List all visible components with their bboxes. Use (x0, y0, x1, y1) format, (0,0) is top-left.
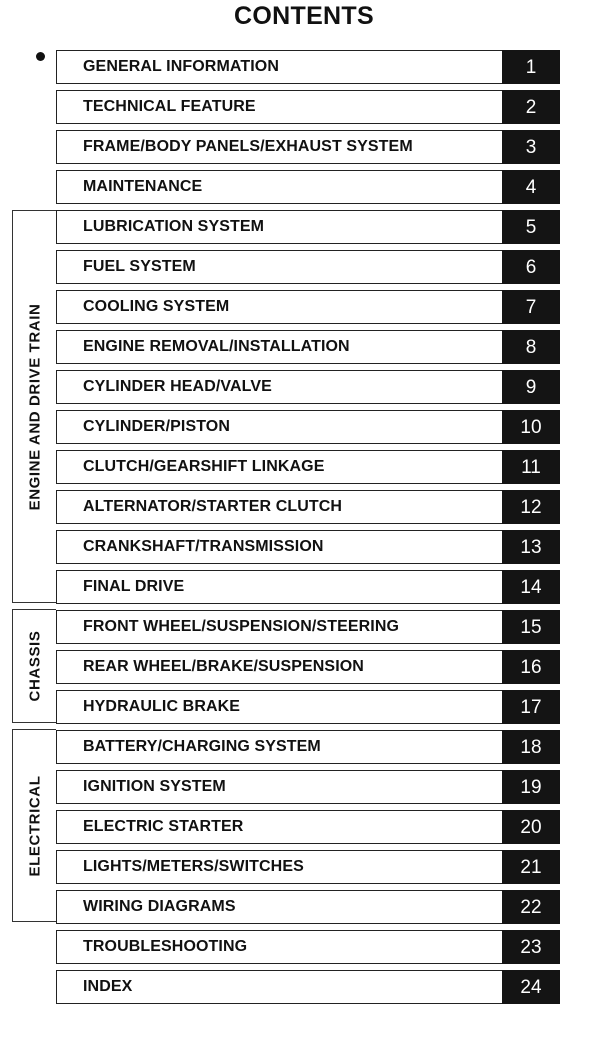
chapter-number-tab: 20 (502, 810, 560, 844)
chapter-row[interactable] (56, 650, 560, 684)
chapter-row[interactable] (56, 410, 560, 444)
chapter-title: ELECTRIC STARTER (83, 818, 244, 835)
chapter-title: HYDRAULIC BRAKE (83, 698, 241, 715)
chapter-title: COOLING SYSTEM (83, 298, 230, 315)
chapter-row[interactable] (56, 250, 560, 284)
chapter-title: ALTERNATOR/STARTER CLUTCH (83, 498, 343, 515)
chapter-title: ENGINE REMOVAL/INSTALLATION (83, 338, 350, 355)
chapter-title: IGNITION SYSTEM (83, 778, 226, 795)
chapter-number-tab: 17 (502, 690, 560, 724)
chapter-title: GENERAL INFORMATION (83, 58, 279, 75)
chapter-title: WIRING DIAGRAMS (83, 898, 236, 915)
chapter-row[interactable] (56, 490, 560, 524)
chapter-row[interactable] (56, 730, 560, 764)
chapter-row[interactable] (56, 970, 560, 1004)
group-chassis (12, 609, 56, 723)
chapter-row[interactable] (56, 610, 560, 644)
chapter-title: REAR WHEEL/BRAKE/SUSPENSION (83, 658, 364, 675)
chapter-title: CRANKSHAFT/TRANSMISSION (83, 538, 324, 555)
group-electrical (12, 729, 56, 922)
chapter-row[interactable] (56, 450, 560, 484)
chapter-row[interactable] (56, 770, 560, 804)
chapter-row[interactable] (56, 210, 560, 244)
chapter-row[interactable] (56, 530, 560, 564)
chapter-row[interactable] (56, 370, 560, 404)
chapter-number-tab: 1 (502, 50, 560, 84)
chapter-number-tab: 2 (502, 90, 560, 124)
chapter-number-tab: 19 (502, 770, 560, 804)
chapter-number-tab: 4 (502, 170, 560, 204)
chapter-title: CYLINDER/PISTON (83, 418, 230, 435)
chapter-title: FRONT WHEEL/SUSPENSION/STEERING (83, 618, 400, 635)
chapter-number-tab: 7 (502, 290, 560, 324)
group-label-engine: ENGINE AND DRIVE TRAIN (26, 303, 43, 510)
chapter-row[interactable] (56, 130, 560, 164)
chapter-title: FUEL SYSTEM (83, 258, 196, 275)
chapter-row[interactable] (56, 330, 560, 364)
chapter-number-tab: 9 (502, 370, 560, 404)
chapter-title: TECHNICAL FEATURE (83, 98, 256, 115)
chapter-number-tab: 13 (502, 530, 560, 564)
chapter-number-tab: 6 (502, 250, 560, 284)
chapter-row[interactable] (56, 890, 560, 924)
chapter-number-tab: 3 (502, 130, 560, 164)
chapter-row[interactable] (56, 290, 560, 324)
chapter-row[interactable] (56, 850, 560, 884)
chapter-row[interactable] (56, 930, 560, 964)
group-label-electrical: ELECTRICAL (26, 775, 43, 876)
chapter-row[interactable] (56, 170, 560, 204)
chapter-number-tab: 11 (502, 450, 560, 484)
chapter-title: INDEX (83, 978, 133, 995)
chapter-number-tab: 21 (502, 850, 560, 884)
chapter-title: LIGHTS/METERS/SWITCHES (83, 858, 304, 875)
chapter-number-tab: 16 (502, 650, 560, 684)
chapter-title: LUBRICATION SYSTEM (83, 218, 265, 235)
chapter-title: FINAL DRIVE (83, 578, 185, 595)
bullet-mark (36, 52, 45, 61)
page-title: CONTENTS (234, 2, 374, 30)
chapter-number-tab: 5 (502, 210, 560, 244)
chapter-title: MAINTENANCE (83, 178, 203, 195)
chapter-number-tab: 23 (502, 930, 560, 964)
chapter-title: TROUBLESHOOTING (83, 938, 248, 955)
chapter-row[interactable] (56, 570, 560, 604)
group-engine-and-drive-train (12, 210, 56, 603)
chapter-row[interactable] (56, 810, 560, 844)
chapter-number-tab: 8 (502, 330, 560, 364)
chapter-number-tab: 12 (502, 490, 560, 524)
chapter-row[interactable] (56, 90, 560, 124)
chapter-row[interactable] (56, 690, 560, 724)
chapter-number-tab: 22 (502, 890, 560, 924)
chapter-title: FRAME/BODY PANELS/EXHAUST SYSTEM (83, 138, 413, 155)
chapter-number-tab: 10 (502, 410, 560, 444)
chapter-row[interactable] (56, 50, 560, 84)
chapter-title: CLUTCH/GEARSHIFT LINKAGE (83, 458, 325, 475)
chapter-title: BATTERY/CHARGING SYSTEM (83, 738, 321, 755)
group-label-chassis: CHASSIS (26, 630, 43, 702)
chapter-number-tab: 14 (502, 570, 560, 604)
chapter-number-tab: 18 (502, 730, 560, 764)
chapter-number-tab: 15 (502, 610, 560, 644)
chapter-number-tab: 24 (502, 970, 560, 1004)
chapter-title: CYLINDER HEAD/VALVE (83, 378, 272, 395)
